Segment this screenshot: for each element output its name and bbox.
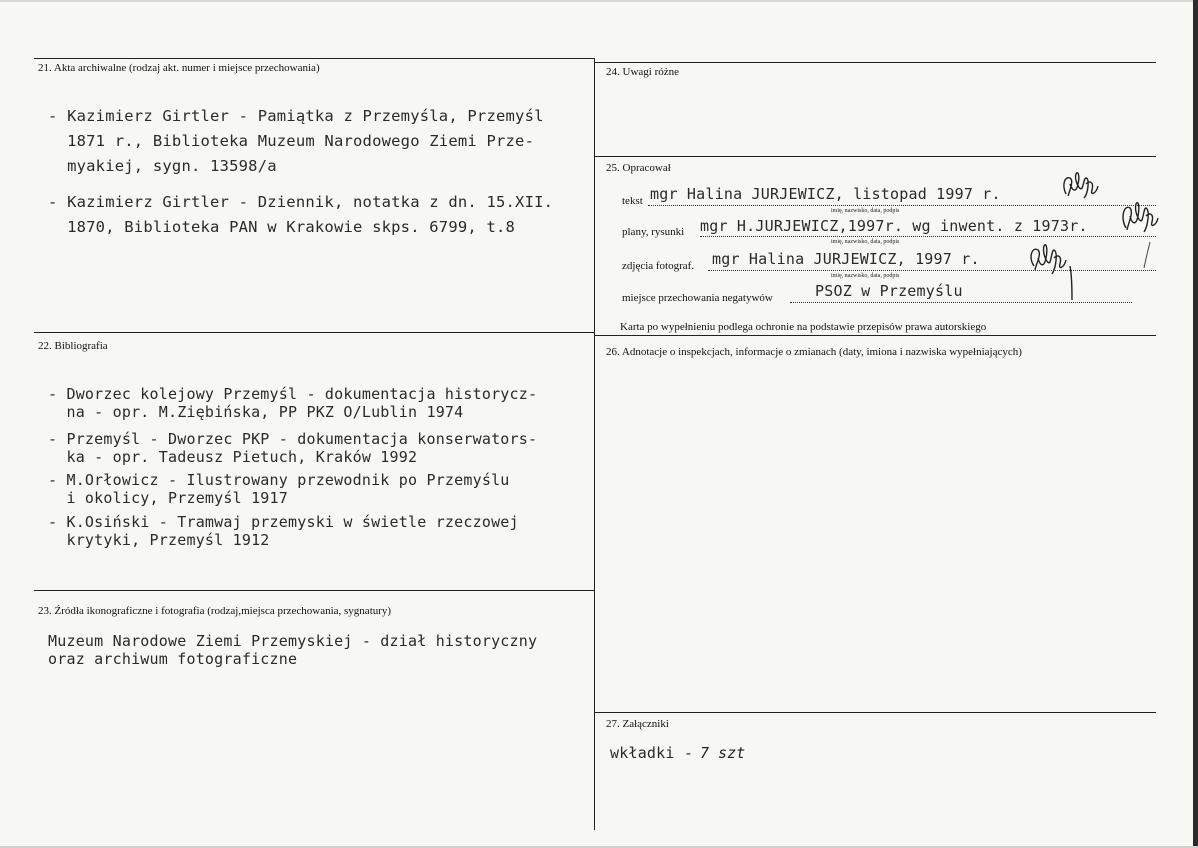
section-27-label: 27. Załączniki [606,718,669,730]
section-21-line: myakiej, sygn. 13598/a [48,157,277,175]
signature-tekst [1060,164,1104,206]
rule-top-left [34,58,594,59]
rule-right-25 [594,156,1156,157]
section-26-label: 26. Adnotacje o inspekcjach, informacje o zmianach (daty, imiona i nazwiska wypełniających) [606,346,1022,358]
zdjecia-label: zdjęcia fotograf. [622,260,695,272]
section-22-line: i okolicy, Przemyśl 1917 [48,489,288,507]
section-27-value: wkładki - [610,744,694,762]
signature-stroke [1140,240,1156,270]
rule-top-right [594,62,1156,63]
plany-dotted-line [700,236,1156,237]
negatywy-label: miejsce przechowania negatywów [622,292,773,304]
section-21-line: - Kazimierz Girtler - Dziennik, notatka z dn. 15.XII. [48,193,554,211]
signature-zdjecia [1024,236,1080,304]
rule-left-23 [34,590,594,591]
negatywy-value: PSOZ w Przemyślu [815,282,963,300]
sheet-edge-right [1193,0,1198,848]
copyright-note: Karta po wypełnieniu podlega ochronie na podstawie przepisów prawa autorskiego [620,321,987,333]
section-21-line: - Kazimierz Girtler - Pamiątka z Przemyśla, Przemyśl [48,107,544,125]
section-22-line: ka - opr. Tadeusz Pietuch, Kraków 1992 [48,448,418,466]
section-22-line: krytyki, Przemyśl 1912 [48,531,270,549]
rule-right-26 [594,335,1156,336]
rule-right-27 [594,712,1156,713]
section-22-label: 22. Bibliografia [38,340,108,352]
sheet-edge-top [0,0,1198,2]
section-22-line: - K.Osiński - Tramwaj przemyski w świetle rzeczowej [48,513,519,531]
zdjecia-dotted-line [708,270,1156,271]
section-27-handwritten: 7 szt [700,744,746,762]
tekst-label: tekst [622,195,643,207]
plany-value: mgr H.JURJEWICZ,1997r. wg inwent. z 1973r. [700,217,1088,235]
section-22-line: - Dworzec kolejowy Przemyśl - dokumentacja historycz- [48,385,538,403]
section-24-label: 24. Uwagi różne [606,66,680,78]
section-25-label: 25. Opracował [606,162,671,174]
section-21-line: 1871 r., Biblioteka Muzeum Narodowego Ziemi Prze- [48,132,535,150]
plany-caption: imię, nazwisko, data, podpis [831,239,900,245]
section-22-line: na - opr. M.Ziębińska, PP PKZ O/Lublin 1974 [48,403,464,421]
negatywy-dotted-line [790,302,1132,303]
rule-left-22 [34,332,594,333]
section-21-line: 1870, Biblioteka PAN w Krakowie skps. 6799, t.8 [48,218,516,236]
zdjecia-caption: imię, nazwisko, data, podpis [831,273,900,279]
signature-plany [1118,194,1162,242]
plany-label: plany, rysunki [622,226,685,238]
section-23-line: Muzeum Narodowe Ziemi Przemyskiej - dział historyczny [48,632,538,650]
tekst-caption: imię, nazwisko, data, podpis [831,208,900,214]
section-22-line: - M.Orłowicz - Ilustrowany przewodnik po Przemyślu [48,471,510,489]
tekst-value: mgr Halina JURJEWICZ, listopad 1997 r. [650,185,1001,203]
section-23-line: oraz archiwum fotograficzne [48,650,298,668]
section-23-label: 23. Źródła ikonograficzne i fotografia (rodzaj,miejsca przechowania, sygnatury) [38,605,392,617]
section-22-line: - Przemyśl - Dworzec PKP - dokumentacja konserwators- [48,430,538,448]
zdjecia-value: mgr Halina JURJEWICZ, 1997 r. [712,250,980,268]
section-21-label: 21. Akta archiwalne (rodzaj akt. numer i miejsce przechowania) [38,62,320,74]
rule-center-vertical [594,58,595,830]
